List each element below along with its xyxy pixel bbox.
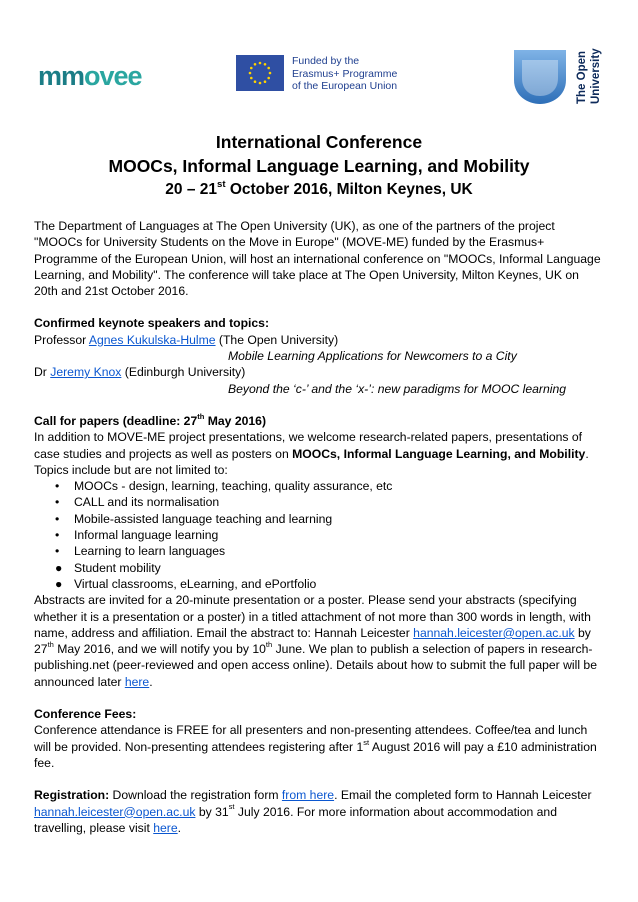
registration-heading: Registration:: [34, 788, 110, 803]
bullet-icon: •: [55, 544, 60, 559]
mmovee-logo: [38, 56, 168, 96]
fees-section: [34, 706, 606, 771]
fees-heading: Conference Fees:: [34, 707, 137, 722]
bullet-icon: ●: [55, 576, 63, 591]
bullet-icon: •: [55, 528, 60, 543]
list-item: ● Student mobility: [55, 560, 161, 575]
keynote-topic-2: Beyond the ‘c-’ and the ‘x-’: new paradigms for MOOC learning: [228, 381, 567, 396]
document-body: [34, 218, 606, 852]
bullet-icon: ●: [55, 560, 63, 575]
ou-shield-icon: [510, 46, 570, 106]
open-university-logo: [510, 46, 610, 108]
mmovee-wordmark: mmovee: [38, 61, 142, 91]
email-link-abstract[interactable]: hannah.leicester@open.ac.uk: [413, 625, 575, 640]
ou-wordmark: The Open University: [576, 48, 602, 104]
cfp-intro: In addition to MOVE-ME project presentations, we welcome research-related papers, presentations of case studies and projects as well as posters on MOOCs, Informal Language Learning, and Mobility. Topics include but are not limited to:: [34, 430, 589, 477]
title-line-2: MOOCs, Informal Language Learning, and Mobility: [108, 156, 530, 176]
keynote-speaker-1: Professor Agnes Kukulska-Hulme (The Open University): [34, 332, 339, 347]
title-line-1: International Conference: [215, 132, 423, 152]
list-item: • Mobile-assisted language teaching and learning: [55, 511, 333, 526]
list-item: • Informal language learning: [55, 528, 219, 543]
speaker-link-kukulska-hulme[interactable]: Agnes Kukulska-Hulme: [88, 332, 216, 347]
keynotes-section: [34, 315, 606, 396]
conference-title: [0, 130, 638, 202]
full-paper-link[interactable]: here: [124, 674, 150, 689]
call-for-papers-section: [34, 413, 606, 690]
keynote-speaker-2: Dr Jeremy Knox (Edinburgh University): [34, 365, 246, 380]
speaker-link-knox[interactable]: Jeremy Knox: [50, 365, 122, 380]
list-item: • CALL and its normalisation: [55, 495, 220, 510]
keynote-topic-1: Mobile Learning Applications for Newcomers to a City: [228, 349, 517, 364]
keynotes-heading: Confirmed keynote speakers and topics:: [34, 316, 270, 331]
cfp-heading: Call for papers (deadline: 27th May 2016): [34, 411, 267, 428]
fees-text: Conference attendance is FREE for all presenters and non-presenting attendees. Coffee/tea and lunch will be provided. Non-presenting attendees registering after 1st August 2016 will pay a £10 administration fee.: [34, 723, 597, 770]
list-item: • MOOCs - design, learning, teaching, quality assurance, etc: [55, 479, 393, 494]
accommodation-link[interactable]: here: [153, 820, 178, 835]
bullet-icon: •: [55, 511, 60, 526]
bullet-icon: •: [55, 479, 60, 494]
registration-form-link[interactable]: from here: [281, 788, 335, 803]
eu-flag-icon: [236, 55, 284, 91]
erasmus-logo: [236, 55, 406, 95]
bullet-icon: •: [55, 495, 60, 510]
topics-list: [34, 478, 606, 592]
conference-date: 20 – 21st October 2016, Milton Keynes, UK: [165, 178, 473, 198]
intro-paragraph: The Department of Languages at The Open University (UK), as one of the partners of the project "MOOCs for University Students on the Move in Europe" (MOVE-ME) funded by the Erasmus+ Programme of the European Union, will host an international conference on "MOOCs, Informal Language Learning, and Mobility". The conference will take place at The Open University, Milton Keynes, UK on 20th and 21st October 2016.: [34, 219, 601, 299]
list-item: ● Virtual classrooms, eLearning, and ePortfolio: [55, 576, 317, 591]
email-link-registration[interactable]: hannah.leicester@open.ac.uk: [34, 804, 196, 819]
erasmus-caption: Funded by the Erasmus+ Programme of the European Union: [292, 55, 398, 92]
abstract-instructions: Abstracts are invited for a 20-minute presentation or a poster. Please send your abstracts (specifying whether it is a presentation or a poster) in a titled attachment of not more than 300 words in length, with name, address and affiliation. Email the abstract to: Hannah Leicester hannah.leicester@open.ac.uk by 27th May 2016, and we will notify you by 10th June. We plan to publish a selection of papers in research-publishing.net (peer-reviewed and open access online). Details about how to submit the full paper will be announced later here.: [34, 593, 597, 689]
registration-section: Registration: Download the registration form from here. Email the completed form to Hannah Leicester hannah.leicester@open.ac.uk by 31st July 2016. For more information about accommodation and travelling, please visit here.: [34, 788, 592, 835]
list-item: • Learning to learn languages: [55, 544, 226, 559]
